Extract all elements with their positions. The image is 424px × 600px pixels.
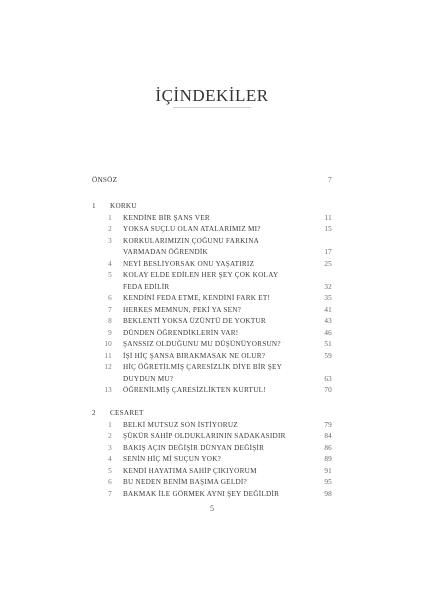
toc-entry: [0, 304, 424, 316]
toc-entry: [0, 350, 424, 362]
entry-title: BAKIŞ AÇIN DEĞİŞİR DÜNYAN DEĞİŞİR: [123, 443, 265, 452]
entry-title: SENİN HİÇ Mİ SUÇUN YOK?: [123, 455, 222, 463]
toc-entry: [0, 269, 424, 281]
entry-title-continued: FEDA EDİLİR: [123, 282, 170, 291]
entry-page: 43: [324, 317, 332, 325]
entry-title: ŞÜKÜR SAHİP OLDUKLARININ SADAKASIDIR: [123, 432, 286, 440]
page-title: İÇİNDEKİLER: [155, 86, 269, 105]
entry-page: 17: [324, 248, 332, 256]
toc-entry: [0, 430, 424, 442]
toc-entry: [0, 315, 424, 327]
entry-title: KENDİ HAYATIMA SAHİP ÇIKIYORUM: [123, 466, 257, 475]
toc-entry: [0, 442, 424, 454]
entry-number: 5: [108, 466, 112, 475]
entry-title-continued: DUYDUN MU?: [123, 374, 174, 383]
entry-page: 89: [324, 455, 332, 463]
entry-page: 95: [324, 478, 332, 486]
entry-number: 4: [108, 259, 112, 268]
toc-entry: [0, 292, 424, 304]
toc-entry: [0, 384, 424, 396]
entry-title: BEKLENTİ YOKSA ÜZÜNTÜ DE YOKTUR: [123, 317, 266, 325]
entry-number: 5: [108, 271, 112, 279]
entry-page: 98: [324, 489, 332, 498]
toc-entry: [0, 327, 424, 339]
entry-title: DÜNDEN ÖĞRENDİKLERİN VAR!: [123, 328, 239, 337]
toc-entry: [0, 465, 424, 477]
section-heading: [0, 407, 424, 419]
entry-number: 8: [108, 317, 112, 325]
entry-title: ŞANSSIZ OLDUĞUNU MU DÜŞÜNÜYORSUN?: [123, 340, 281, 348]
toc-entry: [0, 235, 424, 247]
toc-entry-continued: [0, 281, 424, 293]
entry-number: 6: [108, 294, 112, 302]
entry-number: 3: [108, 236, 112, 245]
toc-entry: [0, 223, 424, 235]
entry-page: 91: [324, 466, 332, 475]
entry-title: BELKİ MUTSUZ SON İSTİYORUZ: [123, 420, 238, 429]
entry-number: 1: [108, 420, 112, 429]
entry-page: 32: [324, 282, 332, 291]
section-heading: [0, 200, 424, 212]
entry-page: 41: [324, 305, 332, 314]
toc-entry: [0, 476, 424, 488]
entry-title: YOKSA SUÇLU OLAN ATALARIMIZ MI?: [123, 225, 261, 233]
entry-number: 9: [108, 328, 112, 337]
preface-label: ÖNSÖZ: [92, 176, 118, 184]
preface-page: 7: [328, 176, 332, 184]
section-number: 2: [92, 409, 96, 417]
title-divider: [173, 107, 251, 108]
entry-page: 15: [324, 225, 332, 233]
toc-entry: [0, 361, 424, 373]
entry-number: 7: [108, 489, 112, 498]
entry-title: BU NEDEN BENİM BAŞIMA GELDİ?: [123, 478, 247, 486]
entry-page: 46: [324, 328, 332, 337]
entry-page: 86: [324, 443, 332, 452]
toc-entry: [0, 488, 424, 500]
entry-number: 7: [108, 305, 112, 314]
toc-entry: [0, 258, 424, 270]
section-title: CESARET: [110, 409, 144, 417]
entry-number: 11: [104, 351, 112, 360]
entry-page: 51: [324, 340, 332, 348]
entry-number: 12: [104, 363, 112, 371]
section-number: 1: [92, 202, 96, 210]
entry-number: 4: [108, 455, 112, 463]
entry-number: 10: [104, 340, 112, 348]
entry-title: NEYİ BESLİYORSAK ONU YAŞATIRIZ: [123, 259, 255, 268]
entry-title-continued: VARMADAN ÖĞRENDİK: [123, 248, 208, 256]
entry-page: 11: [324, 213, 332, 222]
entry-number: 3: [108, 443, 112, 452]
entry-title: KENDİNE BİR ŞANS VER: [123, 213, 210, 222]
entry-title: HERKES MEMNUN, PEKİ YA SEN?: [123, 305, 242, 314]
entry-number: 1: [108, 213, 112, 222]
entry-title: KORKULARIMIZIN ÇOĞUNU FARKINA: [123, 236, 260, 245]
entry-title: İŞİ HİÇ ŞANSA BIRAKMASAK NE OLUR?: [123, 351, 266, 360]
entry-page: 25: [324, 259, 332, 268]
section-title: KORKU: [110, 202, 137, 210]
entry-title: BAKMAK İLE GÖRMEK AYNI ŞEY DEĞİLDİR: [123, 489, 280, 498]
entry-title: KOLAY ELDE EDİLEN HER ŞEY ÇOK KOLAY: [123, 271, 279, 279]
entry-number: 2: [108, 225, 112, 233]
entry-page: 70: [324, 386, 332, 394]
entry-page: 63: [324, 374, 332, 383]
entry-title: KENDİNİ FEDA ETME, KENDİNİ FARK ET!: [123, 294, 271, 302]
entry-page: 79: [324, 420, 332, 429]
entry-number: 13: [104, 386, 112, 394]
toc-entry: [0, 453, 424, 465]
entry-title: HİÇ ÖĞRETİLMİŞ ÇARESİZLİK DİYE BİR ŞEY: [123, 363, 283, 371]
entry-page: 35: [324, 294, 332, 302]
entry-page: 59: [324, 351, 332, 360]
toc-entry-continued: [0, 373, 424, 385]
entry-title: ÖĞRENİLMİŞ ÇARESİZLİKTEN KURTUL!: [123, 386, 266, 394]
toc-entry: [0, 212, 424, 224]
toc-entry: [0, 419, 424, 431]
entry-page: 84: [324, 432, 332, 440]
entry-number: 6: [108, 478, 112, 486]
page-number: 5: [210, 504, 214, 513]
toc-entry: [0, 338, 424, 350]
toc-entry-continued: [0, 246, 424, 258]
entry-number: 2: [108, 432, 112, 440]
toc-preface: [0, 174, 424, 186]
